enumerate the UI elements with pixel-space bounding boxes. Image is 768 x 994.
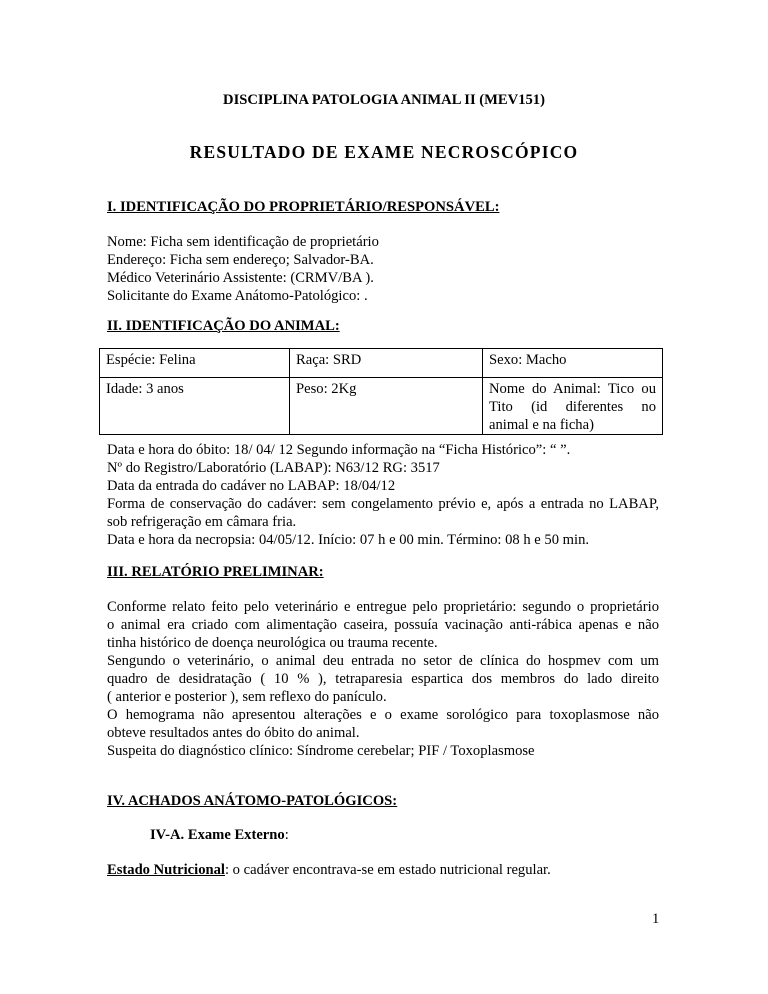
report-line: O hemograma não apresentou alterações e o exame sorológico para toxoplasmose não bbox=[107, 707, 659, 723]
page-number: 1 bbox=[652, 911, 660, 927]
report-line: Conforme relato feito pelo veterinário e entregue pelo proprietário: segundo o proprietário bbox=[107, 599, 659, 615]
animal-name-line: animal e na ficha) bbox=[489, 417, 594, 433]
breed-cell: Raça: SRD bbox=[290, 349, 483, 378]
species-cell: Espécie: Felina bbox=[100, 349, 290, 378]
section-3-heading: III. RELATÓRIO PRELIMINAR: bbox=[107, 564, 324, 580]
report-line: o animal era criado com alimentação caseira, possuía vacinação anti-rábica apenas e não bbox=[107, 617, 659, 633]
animal-identification-table bbox=[99, 348, 663, 435]
death-date: Data e hora do óbito: 18/ 04/ 12 Segundo informação na “Ficha Histórico”: “ ”. bbox=[107, 442, 571, 458]
report-line: tinha histórico de doença neurológica ou trauma recente. bbox=[107, 635, 438, 651]
owner-address: Endereço: Ficha sem endereço; Salvador-BA. bbox=[107, 252, 374, 268]
exam-requester: Solicitante do Exame Anátomo-Patológico: . bbox=[107, 288, 368, 304]
weight-cell: Peso: 2Kg bbox=[290, 378, 483, 435]
report-line: obteve resultados antes do óbito do animal. bbox=[107, 725, 360, 741]
animal-name-line: Nome do Animal: Tico ou bbox=[489, 381, 656, 397]
registry-number: Nº do Registro/Laboratório (LABAP): N63/12 RG: 3517 bbox=[107, 460, 440, 476]
nutritional-state-text: : o cadáver encontrava-se em estado nutricional regular. bbox=[224, 862, 551, 878]
nutritional-state-label: Estado Nutricional bbox=[107, 862, 225, 878]
sex-cell: Sexo: Macho bbox=[483, 349, 663, 378]
external-exam-subheading bbox=[150, 826, 289, 844]
report-line: quadro de desidratação ( 10 % ), tetraparesia espartica dos membros do lado direito bbox=[107, 671, 659, 687]
animal-name-cell bbox=[483, 378, 663, 435]
discipline-header: DISCIPLINA PATOLOGIA ANIMAL II (MEV151) bbox=[223, 92, 545, 108]
section-2-heading: II. IDENTIFICAÇÃO DO ANIMAL: bbox=[107, 318, 340, 334]
conservation-method: Forma de conservação do cadáver: sem congelamento prévio e, após a entrada no LABAP, bbox=[107, 496, 659, 512]
nutritional-state bbox=[107, 861, 551, 879]
document-title: RESULTADO DE EXAME NECROSCÓPICO bbox=[189, 142, 579, 162]
age-cell: Idade: 3 anos bbox=[100, 378, 290, 435]
owner-name: Nome: Ficha sem identificação de proprietário bbox=[107, 234, 379, 250]
external-exam-label: IV-A. Exame Externo bbox=[150, 827, 285, 843]
section-4-heading: IV. ACHADOS ANÁTOMO-PATOLÓGICOS: bbox=[107, 793, 398, 809]
animal-name-line: Tito (id diferentes no bbox=[489, 399, 656, 415]
section-1-heading: I. IDENTIFICAÇÃO DO PROPRIETÁRIO/RESPONSÁVEL: bbox=[107, 199, 500, 215]
conservation-method-cont: sob refrigeração em câmara fria. bbox=[107, 514, 297, 530]
clinical-diagnosis-suspicion: Suspeita do diagnóstico clínico: Síndrome cerebelar; PIF / Toxoplasmose bbox=[107, 743, 535, 759]
external-exam-colon: : bbox=[284, 827, 289, 843]
report-line: Sengundo o veterinário, o animal deu entrada no setor de clínica do hospmev com um bbox=[107, 653, 659, 669]
entry-date: Data da entrada do cadáver no LABAP: 18/04/12 bbox=[107, 478, 396, 494]
assistant-veterinarian: Médico Veterinário Assistente: (CRMV/BA ). bbox=[107, 270, 374, 286]
report-line: ( anterior e posterior ), sem reflexo do panículo. bbox=[107, 689, 387, 705]
necropsy-datetime: Data e hora da necropsia: 04/05/12. Início: 07 h e 00 min. Término: 08 h e 50 min. bbox=[107, 532, 590, 548]
